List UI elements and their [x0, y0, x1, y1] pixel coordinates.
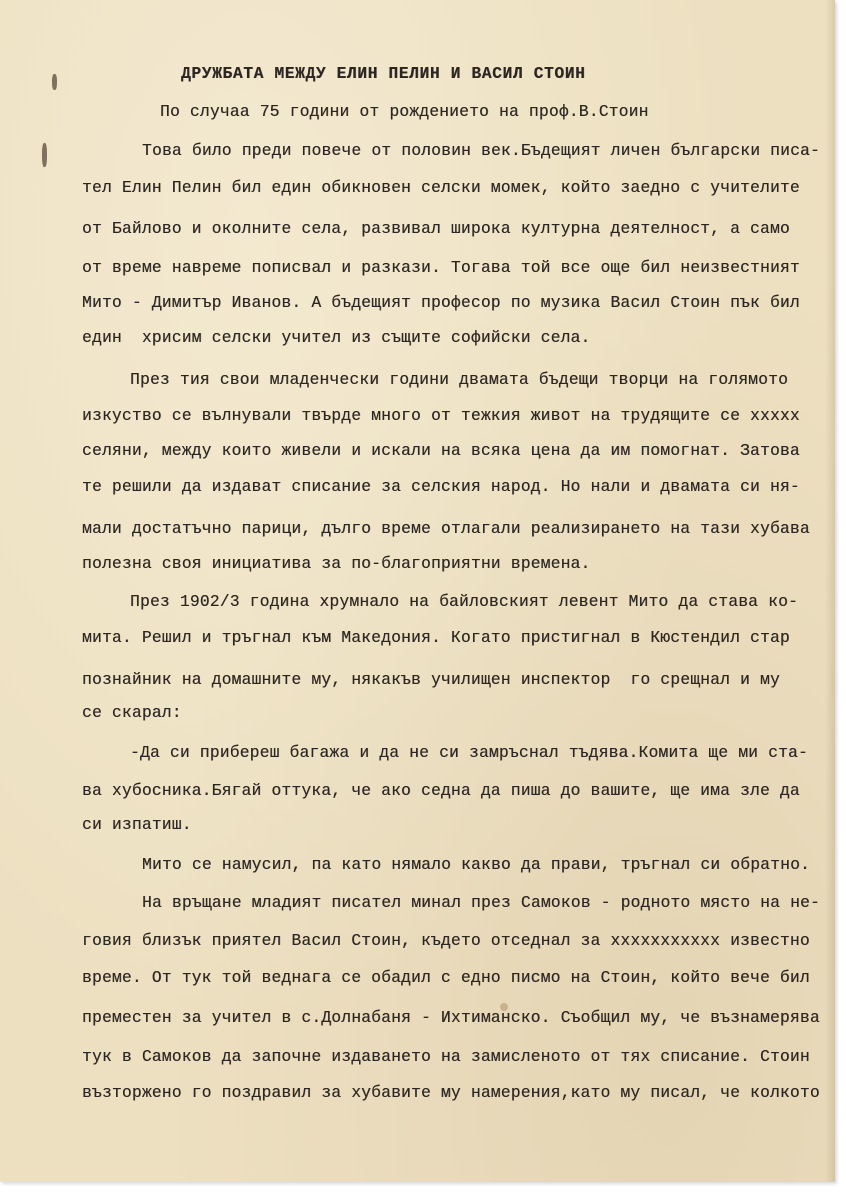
text-line: мали достатъчно парици, дълго време отлагали реализирането на тази хубава [82, 519, 810, 538]
text-line: -Да си прибереш багажа и да не си замръснал тъдява.Комита ще ми ста- [130, 743, 808, 762]
text-line: време. От тук той веднага се обадил с едно писмо на Стоин, който вече бил [82, 968, 810, 987]
text-line: ва хубосника.Бягай оттука, че ако седна да пиша до вашите, ще има зле да [82, 781, 800, 800]
text-line: изкуство се вълнували твърде много от тежкия живот на трудящите се xxxxx [82, 406, 800, 425]
text-line: от време навреме пописвал и разкази. Тогава той все още бил неизвестният [82, 258, 800, 277]
punch-mark [52, 74, 57, 90]
text-line: се скарал: [82, 703, 182, 722]
document-title: ДРУЖБАТА МЕЖДУ ЕЛИН ПЕЛИН И ВАСИЛ СТОИН [181, 64, 586, 83]
text-line: тук в Самоков да започне издаването на замисленото от тях списание. Стоин [82, 1047, 810, 1066]
text-line: полезна своя инициатива за по-благоприятни времена. [82, 554, 591, 573]
document-subtitle: По случаа 75 години от рождението на проф.В.Стоин [160, 102, 649, 121]
text-line: селяни, между които живели и искали на всяка цена да им помогнат. Затова [82, 441, 800, 460]
text-line: Това било преди повече от половин век.Бъдещият личен български писа- [142, 141, 820, 160]
text-line: възторжено го поздравил за хубавите му намерения,като му писал, че колкото [82, 1083, 820, 1102]
text-line: Мито - Димитър Иванов. А бъдещият професор по музика Васил Стоин пък бил [82, 293, 800, 312]
page-edge-shadow [825, 0, 835, 1182]
text-line: от Байлово и околните села, развивал широка културна деятелност, а само [82, 219, 790, 238]
text-line: преместен за учител в с.Долнабаня - Ихтиманско. Съобщил му, че възнамерява [82, 1008, 820, 1027]
text-line: През тия свои младенчески години двамата бъдещи творци на голямото [130, 370, 789, 389]
text-line: През 1902/3 година хрумнало на байловският левент Мито да става ко- [130, 592, 799, 611]
text-line: познайник на домашните му, някакъв училищен инспектор го срещнал и му [82, 670, 780, 689]
punch-mark [42, 143, 47, 167]
text-line: един хрисим селски учител из същите софийски села. [82, 328, 591, 347]
text-line: те решили да издават списание за селския народ. Но нали и двамата си ня- [82, 477, 800, 496]
text-line: На връщане младият писател минал през Самоков - родното място на не- [142, 893, 820, 912]
text-line: говия близък приятел Васил Стоин, където отседнал за xxxxxxxxxxx известно [82, 931, 810, 950]
text-line: си изпатиш. [82, 815, 192, 834]
text-line: Мито се намусил, па като нямало какво да прави, тръгнал си обратно. [142, 855, 811, 874]
text-line: тел Елин Пелин бил един обикновен селски момек, който заедно с учителите [82, 178, 800, 197]
text-line: мита. Решил и тръгнал към Македония. Когато пристигнал в Кюстендил стар [82, 628, 790, 647]
